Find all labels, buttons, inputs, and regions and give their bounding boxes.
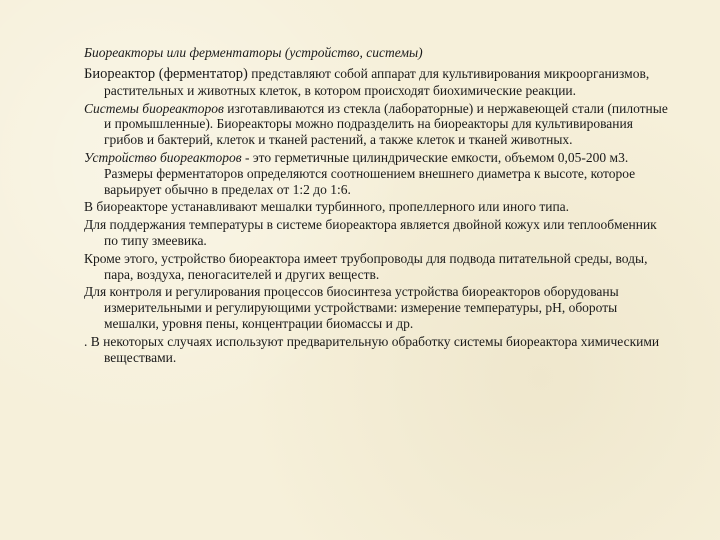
paragraph-bioreactor-definition	[84, 66, 674, 99]
paragraph-pipelines: Кроме этого, устройство биореактора имеет трубопроводы для подвода питательной среды, воды, пара, воздуха, пеногасителей и других веществ.	[84, 250, 648, 282]
paragraph-bioreactor-systems	[84, 101, 674, 148]
paragraph-control: Для контроля и регулирования процессов биосинтеза устройства биореакторов оборудованы измерительными и регулирующими устройствами: измерение температуры, pH, обороты мешалки, уровня пены, концентрации биомассы и др.	[84, 284, 619, 331]
paragraph-pretreatment: . В некоторых случаях используют предварительную обработку системы биореактора химическими веществами.	[84, 333, 660, 365]
term-design: Устройство биореакторов	[84, 149, 242, 165]
paragraph-mixers: В биореакторе устанавливают мешалки турбинного, пропеллерного или иного типа.	[84, 199, 570, 215]
paragraph-bioreactor-design	[84, 150, 674, 197]
definition-text: представляют собой аппарат для культивирования микроорганизмов, растительных и животных клеток, в котором происходят биохимические реакции.	[104, 66, 650, 98]
paragraph-temperature: Для поддержания температуры в системе биореактора является двойной кожух или теплообменник по типу змеевика.	[84, 217, 657, 248]
design-text: - это герметичные цилиндрические емкости, объемом 0,05-200 м3. Размеры ферментаторов определяются соотношением внешнего диаметра к высоте, которое варьирует обычно в пределах от 1:2 до 1:6.	[104, 149, 636, 197]
term-systems: Системы биореакторов	[84, 100, 224, 116]
slide-content	[84, 44, 674, 367]
term-bioreactor: Биореактор (ферментатор)	[84, 66, 248, 82]
slide-title: Биореакторы или ферментаторы (устройство, системы)	[84, 45, 423, 60]
systems-text: изготавливаются из стекла (лабораторные) и нержавеющей стали (пилотные и промышленные). Биореакторы можно подразделить на биореакторы для культивирования грибов и бактерий, клеток и тканей растений, а также клеток и тканей животных.	[104, 100, 668, 148]
